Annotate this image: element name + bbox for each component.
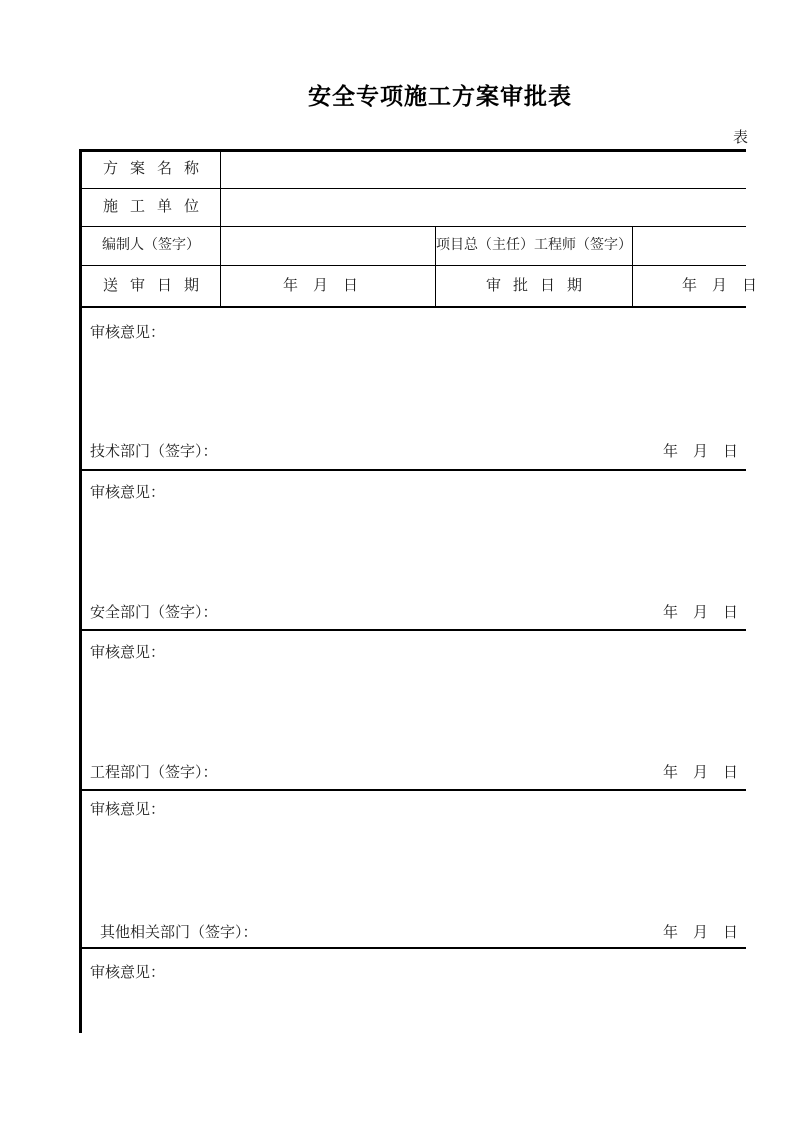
table-section-divider [79,469,746,471]
construction-unit-label: 施工单位 [102,199,211,215]
review-opinion-label: 审核意见： [90,485,166,501]
review-opinion-label: 审核意见： [90,645,166,661]
other-departments-date-placeholder: 年月日 [663,925,754,941]
review-opinion-label: 审核意见： [90,325,166,341]
submit-date-label: 送审日期 [102,278,211,294]
form-code: 表 [733,130,749,146]
submit-date-placeholder: 年月日 [282,278,373,294]
preparer-label: 编制人（签字） [102,238,200,253]
review-opinion-label: 审核意见： [90,802,166,818]
chief-engineer-label: 项目总（主任）工程师（签字） [436,238,632,253]
approval-date-placeholder: 年月日 [682,278,773,294]
review-opinion-label: 审核意见： [90,965,166,981]
construction-unit-input-area[interactable] [221,188,746,226]
chief-engineer-signature-area[interactable] [633,226,746,265]
engineering-department-date-placeholder: 年月日 [663,765,754,781]
safety-department-date-placeholder: 年月日 [663,605,754,621]
engineering-department-signer-label: 工程部门（签字）： [90,765,218,781]
plan-name-label: 方案名称 [102,161,211,177]
preparer-signature-area[interactable] [221,226,435,265]
approval-date-label: 审批日期 [485,278,594,294]
plan-name-input-area[interactable] [221,150,746,188]
table-section-divider [79,947,746,949]
technical-department-date-placeholder: 年月日 [663,444,754,460]
page-title: 安全专项施工方案审批表 [308,83,572,109]
technical-department-signer-label: 技术部门（签字）： [90,444,218,460]
table-section-divider [79,629,746,631]
safety-department-signer-label: 安全部门（签字）： [90,605,218,621]
table-section-divider [79,789,746,791]
other-departments-signer-label: 其他相关部门（签字）： [100,925,258,941]
